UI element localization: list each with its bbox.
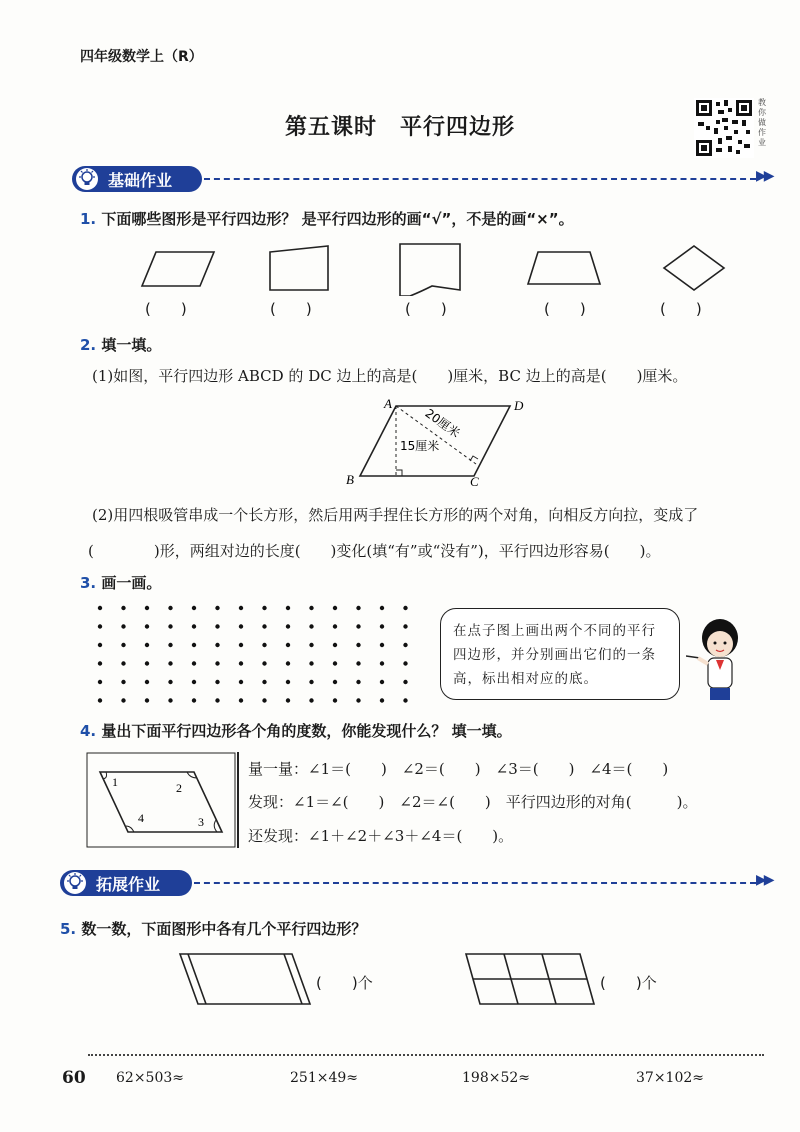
q1-number: 1. (80, 210, 97, 228)
grid-dot[interactable] (121, 606, 125, 610)
grid-dot[interactable] (192, 606, 196, 610)
grid-dot[interactable] (121, 661, 125, 665)
q1-blank-3[interactable]: ( ) (405, 300, 447, 318)
grid-dot[interactable] (403, 698, 407, 702)
q4-line-discover: 发现：∠1＝∠( ) ∠2＝∠( ) 平行四边形的对角( )。 (248, 793, 698, 811)
grid-dot[interactable] (145, 680, 149, 684)
q2-part2-line1: (2)用四根吸管串成一个长方形，然后用两手捏住长方形的两个对角，向相反方向拉，变成了 (92, 506, 699, 524)
grid-dot[interactable] (98, 661, 102, 665)
estimate-4: 37×102≈ (636, 1070, 704, 1086)
section-divider (194, 882, 756, 884)
grid-dot[interactable] (356, 643, 360, 647)
grid-dot[interactable] (380, 698, 384, 702)
estimate-3: 198×52≈ (462, 1070, 530, 1086)
grid-dot[interactable] (98, 698, 102, 702)
q1-blank-2[interactable]: ( ) (270, 300, 312, 318)
vertex-b-label: B (346, 472, 354, 487)
q1-text: 下面哪些图形是平行四边形？ 是平行四边形的画“√”，不是的画“×”。 (101, 210, 574, 228)
qr-caption: 教你做作业 (758, 98, 766, 147)
grid-dot[interactable] (239, 643, 243, 647)
grid-dot[interactable] (262, 606, 266, 610)
section-extend-label: 拓展作业 (96, 874, 161, 894)
angle-3-label: 3 (198, 815, 204, 829)
q4-prompt (80, 720, 512, 741)
grid-dot[interactable] (309, 624, 313, 628)
grid-dot[interactable] (98, 606, 102, 610)
grid-dot[interactable] (262, 661, 266, 665)
q2-number: 2. (80, 336, 97, 354)
grid-dot[interactable] (121, 698, 125, 702)
q3-text: 画一画。 (101, 574, 162, 592)
estimate-2: 251×49≈ (290, 1070, 358, 1086)
grid-dot[interactable] (121, 680, 125, 684)
q3-number: 3. (80, 574, 97, 592)
q5-text: 数一数，下面图形中各有几个平行四边形？ (81, 920, 367, 938)
grid-dot[interactable] (286, 643, 290, 647)
grid-dot[interactable] (262, 643, 266, 647)
grid-dot[interactable] (333, 698, 337, 702)
grid-dot[interactable] (380, 680, 384, 684)
grid-dot[interactable] (286, 698, 290, 702)
grid-dot[interactable] (168, 624, 172, 628)
grid-dot[interactable] (309, 643, 313, 647)
grid-dot[interactable] (286, 606, 290, 610)
q2-figure (330, 396, 550, 492)
page-number: 60 (62, 1068, 86, 1088)
q5-figure-2 (462, 950, 598, 1008)
q1-blank-1[interactable]: ( ) (145, 300, 187, 318)
q2-part1: (1)如图，平行四边形 ABCD 的 DC 边上的高是( )厘米，BC 边上的高是( )厘米。 (92, 367, 688, 385)
height-15-label: 15厘米 (400, 439, 440, 453)
hint-bubble: 在点子图上画出两个不同的平行四边形，并分别画出它们的一条高，标出相对应的底。 (440, 608, 680, 700)
q3-prompt (80, 572, 161, 593)
grid-dot[interactable] (239, 606, 243, 610)
grid-dot[interactable] (333, 606, 337, 610)
grid-dot[interactable] (356, 624, 360, 628)
grid-dot[interactable] (262, 698, 266, 702)
grid-dot[interactable] (145, 698, 149, 702)
shape-rhombus (664, 246, 724, 290)
grid-dot[interactable] (215, 643, 219, 647)
grid-dot[interactable] (262, 624, 266, 628)
q4-line-measure: 量一量：∠1＝( ) ∠2＝( ) ∠3＝( ) ∠4＝( ) (248, 760, 669, 778)
grid-dot[interactable] (380, 624, 384, 628)
qr-code-icon[interactable] (694, 98, 754, 158)
shape-quadrilateral (270, 246, 328, 290)
grid-dot[interactable] (168, 680, 172, 684)
grid-dot[interactable] (145, 643, 149, 647)
shape-trapezoid (528, 252, 600, 284)
q5-blank-2[interactable]: ( )个 (600, 974, 657, 992)
grid-dot[interactable] (403, 643, 407, 647)
shape-irregular (400, 244, 460, 296)
q5-prompt (60, 918, 366, 939)
q2-prompt (80, 334, 161, 355)
grid-dot[interactable] (309, 606, 313, 610)
section-basic-label: 基础作业 (108, 170, 173, 190)
grid-dot[interactable] (192, 661, 196, 665)
height-20-label: 20厘米 (422, 406, 463, 441)
grid-dot[interactable] (403, 661, 407, 665)
vertex-d-label: D (514, 398, 524, 413)
grid-dot[interactable] (286, 680, 290, 684)
grid-dot[interactable] (145, 661, 149, 665)
lesson-title: 第五课时 平行四边形 (284, 115, 515, 140)
grid-dot[interactable] (380, 643, 384, 647)
grid-dot[interactable] (192, 680, 196, 684)
footer-divider (88, 1054, 764, 1056)
q4-number: 4. (80, 722, 97, 740)
q4-line-further: 还发现：∠1＋∠2＋∠3＋∠4＝( )。 (248, 827, 514, 845)
grid-dot[interactable] (333, 661, 337, 665)
angle-1-label: 1 (112, 775, 118, 789)
grid-dot[interactable] (356, 606, 360, 610)
grid-dot[interactable] (215, 680, 219, 684)
grid-dot[interactable] (403, 680, 407, 684)
book-header: 四年级数学上（R） (80, 49, 203, 65)
double-arrow-icon: ▶▶ (756, 872, 772, 888)
shape-parallelogram (142, 252, 214, 286)
grid-dot[interactable] (168, 698, 172, 702)
grid-dot[interactable] (403, 624, 407, 628)
grid-dot[interactable] (309, 698, 313, 702)
grid-dot[interactable] (333, 643, 337, 647)
grid-dot[interactable] (121, 643, 125, 647)
q4-figure (86, 752, 236, 848)
q2-part2-line2: ( )形，两组对边的长度( )变化(填“有”或“没有”)，平行四边形容易( )。 (88, 542, 661, 560)
estimate-1: 62×503≈ (116, 1070, 184, 1086)
q5-number: 5. (60, 920, 77, 938)
grid-dot[interactable] (380, 661, 384, 665)
grid-dot[interactable] (356, 680, 360, 684)
grid-dot[interactable] (145, 606, 149, 610)
girl-illustration-icon (686, 616, 750, 702)
grid-dot[interactable] (98, 643, 102, 647)
grid-dot[interactable] (168, 643, 172, 647)
q2-text: 填一填。 (101, 336, 162, 354)
q1-prompt (80, 208, 574, 229)
grid-dot[interactable] (98, 680, 102, 684)
angle-4-label: 4 (138, 811, 144, 825)
grid-dot[interactable] (192, 624, 196, 628)
grid-dot[interactable] (380, 606, 384, 610)
grid-dot[interactable] (215, 606, 219, 610)
grid-dot[interactable] (192, 643, 196, 647)
section-divider (204, 178, 756, 180)
dot-grid[interactable] (94, 602, 424, 706)
grid-dot[interactable] (168, 661, 172, 665)
grid-dot[interactable] (239, 661, 243, 665)
grid-dot[interactable] (309, 661, 313, 665)
grid-dot[interactable] (239, 624, 243, 628)
q5-figure-1 (176, 950, 316, 1008)
q4-divider (237, 752, 239, 848)
grid-dot[interactable] (239, 680, 243, 684)
grid-dot[interactable] (333, 680, 337, 684)
grid-dot[interactable] (262, 680, 266, 684)
q5-blank-1[interactable]: ( )个 (316, 974, 373, 992)
grid-dot[interactable] (309, 680, 313, 684)
lightbulb-icon (64, 872, 86, 894)
grid-dot[interactable] (333, 624, 337, 628)
grid-dot[interactable] (215, 661, 219, 665)
q1-shapes (120, 236, 740, 296)
grid-dot[interactable] (286, 624, 290, 628)
q1-blank-4[interactable]: ( ) (544, 300, 586, 318)
grid-dot[interactable] (215, 698, 219, 702)
q1-blank-5[interactable]: ( ) (660, 300, 702, 318)
grid-dot[interactable] (98, 624, 102, 628)
vertex-c-label: C (470, 474, 479, 489)
lightbulb-icon (76, 168, 98, 190)
double-arrow-icon: ▶▶ (756, 168, 772, 184)
grid-dot[interactable] (168, 606, 172, 610)
section-extend-header (60, 870, 192, 896)
grid-dot[interactable] (145, 624, 149, 628)
grid-dot[interactable] (239, 698, 243, 702)
vertex-a-label: A (384, 396, 392, 411)
q4-text: 量出下面平行四边形各个角的度数，你能发现什么？ 填一填。 (101, 722, 512, 740)
grid-dot[interactable] (356, 698, 360, 702)
grid-dot[interactable] (121, 624, 125, 628)
section-basic-header (72, 166, 202, 192)
grid-dot[interactable] (215, 624, 219, 628)
grid-dot[interactable] (403, 606, 407, 610)
grid-dot[interactable] (356, 661, 360, 665)
grid-dot[interactable] (192, 698, 196, 702)
grid-dot[interactable] (286, 661, 290, 665)
angle-2-label: 2 (176, 781, 182, 795)
